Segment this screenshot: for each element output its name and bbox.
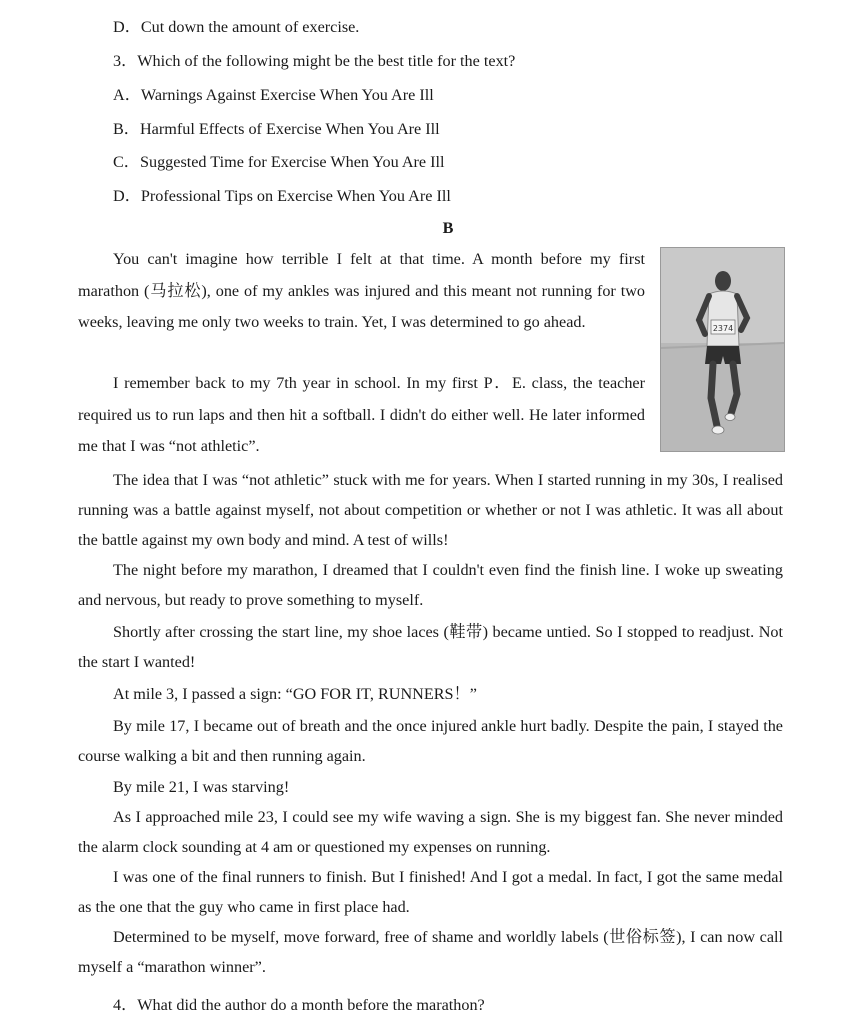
paragraph-2: I remember back to my 7th year in school. In my first P．E. class, the teacher required us to run laps and then hit a softball. I didn't do either well. He later informed me that I was “not athletic”. [78, 374, 645, 455]
paragraph-11: Determined to be myself, move forward, free of shame and worldly labels (世俗标签), I can now call myself a “marathon winner”. [78, 928, 783, 976]
q2-option-d: D．Cut down the amount of exercise. [113, 18, 360, 36]
bib-number: 2374 [712, 324, 734, 333]
paragraph-6: At mile 3, I passed a sign: “GO FOR IT, RUNNERS！” [113, 685, 477, 703]
paragraph-5: Shortly after crossing the start line, my shoe laces (鞋带) became untied. So I stopped to readjust. Not the start I wanted! [78, 623, 783, 671]
section-title: B [442, 219, 454, 237]
q3-option-a: A．Warnings Against Exercise When You Are Ill [113, 86, 434, 104]
q3-option-c: C．Suggested Time for Exercise When You Are Ill [113, 153, 445, 171]
paragraph-7: By mile 17, I became out of breath and the once injured ankle hurt badly. Despite the pain, I stayed the course walking a bit and then running again. [78, 717, 783, 765]
marathon-runner-photo [660, 247, 785, 452]
paragraph-10: I was one of the final runners to finish. But I finished! And I got a medal. In fact, I got the same medal as the one that the guy who came in first place had. [78, 868, 783, 916]
paragraph-9: As I approached mile 23, I could see my wife waving a sign. She is my biggest fan. She never minded the alarm clock sounding at 4 am or questioned my expenses on running. [78, 808, 783, 856]
q3-option-b: B．Harmful Effects of Exercise When You Are Ill [113, 120, 440, 138]
paragraph-8: By mile 21, I was starving! [113, 778, 290, 796]
paragraph-3: The idea that I was “not athletic” stuck with me for years. When I started running in my 30s, I realised running was a battle against myself, not about competition or whether or not I was athletic. It was all about the battle against my own body and mind. A test of wills! [78, 471, 783, 549]
paragraph-1: You can't imagine how terrible I felt at that time. A month before my first marathon (马拉松), one of my ankles was injured and this meant not running for two weeks, leaving me only two weeks to train. Yet, I was determined to go ahead. [78, 250, 645, 331]
paragraph-4: The night before my marathon, I dreamed that I couldn't even find the finish line. I woke up sweating and nervous, but ready to prove something to myself. [78, 561, 783, 609]
q4-question: 4．What did the author do a month before the marathon? [113, 996, 485, 1014]
q3-question: 3．Which of the following might be the best title for the text? [113, 52, 516, 70]
q3-option-d: D．Professional Tips on Exercise When You Are Ill [113, 187, 451, 205]
